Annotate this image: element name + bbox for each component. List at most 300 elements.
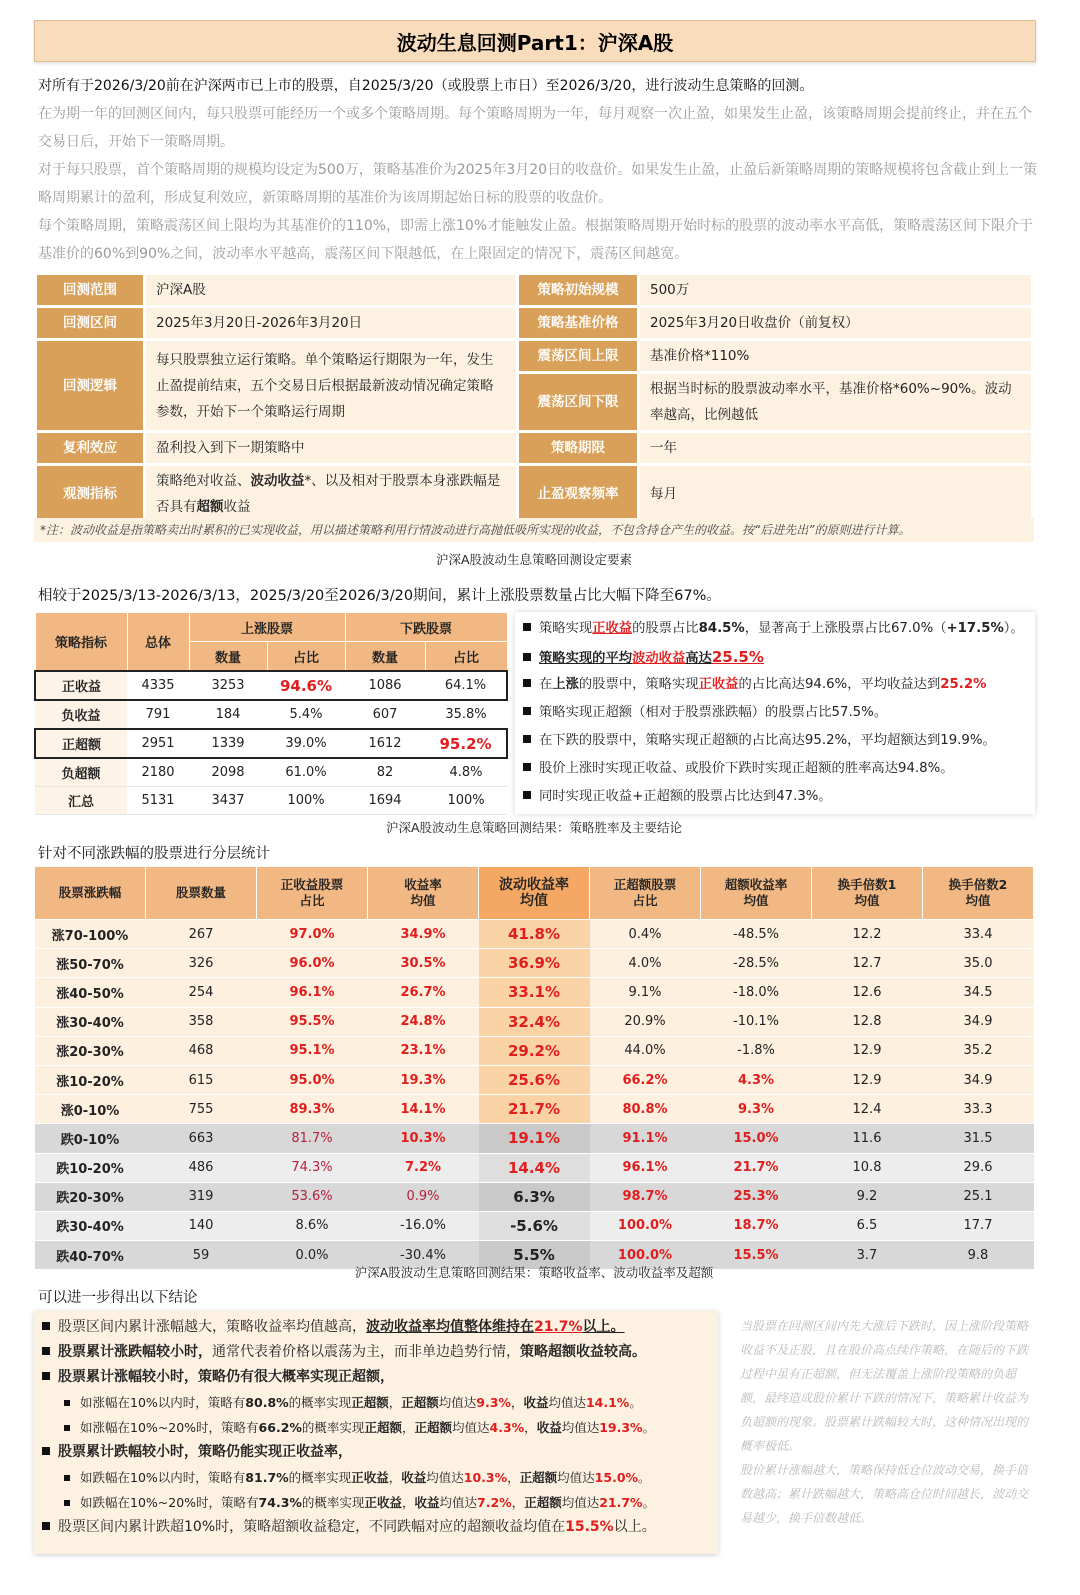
cell: 5.5% [479, 1241, 590, 1270]
cell: 8.6% [257, 1211, 368, 1240]
intro-section [38, 72, 1038, 268]
cell: 11.6 [812, 1124, 923, 1153]
cell: 755 [146, 1095, 257, 1124]
text: 如涨幅在10%以内时，策略有 [80, 1395, 246, 1410]
intro-paragraph-4: 每个策略周期，策略震荡区间上限均为其基准价的110%，即需上涨10%才能触发止盈。根据策略周期开始时标的股票的波动率水平高低，策略震荡区间下限介于基准价的60%到90%之间，波动率水平越高，震荡区间下限越低，在上限固定的情况下，震荡区间越宽。 [38, 218, 1034, 262]
table-row [35, 1007, 1034, 1036]
settings-label-indicator: 观测指标 [37, 466, 143, 522]
bullet-icon [523, 653, 531, 661]
win-header-down-ratio: 占比 [425, 642, 507, 672]
list-item [42, 1415, 710, 1440]
text: 收益 [536, 1420, 562, 1435]
row-label: 正超额 [35, 729, 127, 758]
text: ， [507, 1470, 520, 1485]
settings-value-period: 2025年3月20日-2026年3月20日 [146, 308, 516, 338]
text: 84.5% [698, 621, 745, 636]
text: 在下跌的股票中，策略实现正超额的占比高达95.2%，平均超额达到19.9%。 [539, 733, 996, 748]
win-header-up-ratio: 占比 [267, 642, 345, 672]
cell: 36.9% [479, 949, 590, 978]
cell: 66.2% [590, 1065, 701, 1094]
list-item [42, 1390, 710, 1415]
table-row [35, 758, 507, 787]
text: ， [388, 1395, 402, 1410]
cell: 10.3% [368, 1124, 479, 1153]
win-header-down-count: 数量 [345, 642, 425, 672]
text: 均值达 [439, 1495, 477, 1510]
cell: 6.5 [812, 1211, 923, 1240]
cell: 5131 [127, 787, 189, 815]
text: 正超额 [524, 1495, 562, 1510]
cell: 1612 [345, 729, 425, 758]
text: ，显著高于上涨股票占比67.0%（ [744, 621, 947, 636]
cell: 9.3% [701, 1095, 812, 1124]
table-row [35, 949, 1034, 978]
table-row [35, 700, 507, 729]
settings-footnote: *注：波动收益是指策略卖出时累积的已实现收益，用以描述策略利用行情波动进行高抛低吸所实现的收益，不包含持仓产生的收益。按“后进先出”的原则进行计算。 [34, 518, 1034, 542]
cell: 0.9% [368, 1182, 479, 1211]
settings-label-upper: 震荡区间上限 [519, 341, 637, 371]
cell: 100.0% [590, 1211, 701, 1240]
text: 94.6% [804, 677, 848, 692]
cell: 791 [127, 700, 189, 729]
cell: 32.4% [479, 1007, 590, 1036]
cell: 20.9% [590, 1007, 701, 1036]
bullet-icon [523, 679, 531, 687]
text: 占比 [632, 893, 658, 908]
settings-value-base: 2025年3月20日收盘价（前复权） [640, 308, 1031, 338]
cell: 3253 [189, 671, 267, 700]
text: 正超额 [519, 1470, 558, 1485]
list-item [523, 755, 1027, 783]
table-row [35, 1124, 1034, 1153]
cell: 64.1% [425, 671, 507, 700]
settings-value-initscale: 500万 [640, 275, 1031, 305]
cell: 31.5 [923, 1124, 1034, 1153]
bullet-icon [64, 1400, 70, 1406]
layer-table [34, 866, 1034, 1270]
row-label: 涨10-20% [35, 1065, 146, 1094]
text: 的概率实现 [288, 1470, 352, 1485]
win-rate-table [34, 612, 508, 815]
settings-label-freq: 止盈观察频率 [519, 466, 637, 522]
bullet-icon [64, 1475, 70, 1481]
cell: 184 [189, 700, 267, 729]
cell: 12.8 [812, 1007, 923, 1036]
bullet-icon [42, 1347, 50, 1355]
cell: 80.8% [590, 1095, 701, 1124]
text: 如跌幅在10%以内时，策略有 [80, 1470, 246, 1485]
list-item [42, 1315, 710, 1340]
text: ）。 [1003, 621, 1024, 636]
cell: 29.6 [923, 1153, 1034, 1182]
row-label: 涨70-100% [35, 920, 146, 949]
text: 策略实现的平均 [539, 651, 633, 666]
cell: 61.0% [267, 758, 345, 787]
cell: 15.5% [701, 1241, 812, 1270]
text: 收益 [523, 1395, 549, 1410]
cell: 4.0% [590, 949, 701, 978]
text: 换手倍数1 [837, 877, 897, 892]
cell: 25.6% [479, 1065, 590, 1094]
indicator-text-3: *、以及相对于股票本身涨跌幅是否具有 [156, 473, 501, 515]
settings-label-compound: 复利效应 [37, 433, 143, 463]
cell: 14.1% [368, 1095, 479, 1124]
cell: 34.5 [923, 978, 1034, 1007]
settings-label-initscale: 策略初始规模 [519, 275, 637, 305]
layer-header-3 [257, 867, 368, 920]
cell-highlight: 94.6% [267, 671, 345, 700]
intro-paragraph-2: 在为期一年的回测区间内，每只股票可能经历一个或多个策略周期。每个策略周期为一年，每月观察一次止盈，如果发生止盈，该策略周期会提前终止，并在五个交易日后，开始下一策略周期。 [38, 106, 1032, 150]
settings-value-logic: 每只股票独立运行策略。单个策略运行期限为一年，发生止盈提前结束，五个交易日后根据最新波动情况确定策略参数，开始下一个策略运行周期 [146, 341, 516, 430]
cell: 82 [345, 758, 425, 787]
text: 均值达 [561, 1495, 600, 1510]
cell-highlight: 95.2% [425, 729, 507, 758]
text: 收益 [401, 1470, 427, 1485]
table-row [35, 1182, 1034, 1211]
text: ， [401, 1420, 415, 1435]
text: 。 [638, 1470, 651, 1485]
text: 均值 [854, 893, 880, 908]
text: 波动收益率 [499, 877, 569, 893]
text: 。 [629, 1395, 642, 1410]
cell: 0.4% [590, 920, 701, 949]
intro-paragraph-3: 对于每只股票，首个策略周期的规模均设定为500万，策略基准价为2025年3月20日的收盘价。如果发生止盈，止盈后新策略周期的策略规模将包含截止到上一策略周期累计的盈利，形成复利效应，新策略周期的基准价为该周期起始日标的股票的收盘价。 [38, 162, 1038, 206]
text: 。 [642, 1420, 656, 1435]
table-row [35, 1036, 1034, 1065]
cell: 319 [146, 1182, 257, 1211]
settings-label-range: 回测范围 [37, 275, 143, 305]
bullet-icon [523, 707, 531, 715]
row-label: 涨0-10% [35, 1095, 146, 1124]
settings-value-lower: 根据当时标的股票波动率水平，基准价格*60%~90%。波动率越高，比例越低 [640, 374, 1031, 430]
settings-label-logic: 回测逻辑 [37, 341, 143, 430]
table-row [35, 671, 507, 700]
text: ， [401, 1495, 415, 1510]
cell: 89.3% [257, 1095, 368, 1124]
win-caption: 沪深A股波动生息策略回测结果：策略胜率及主要结论 [385, 820, 683, 835]
cell: 30.5% [368, 949, 479, 978]
cell: 18.7% [701, 1211, 812, 1240]
row-label: 汇总 [35, 787, 127, 815]
text: 均值 [520, 893, 548, 909]
settings-value-freq: 每月 [640, 466, 1031, 522]
text: 正超额 [414, 1420, 452, 1435]
settings-label-base: 策略基准价格 [519, 308, 637, 338]
text: 9.3% [476, 1395, 511, 1410]
text: 均值 [965, 893, 991, 908]
cell: 25.1 [923, 1182, 1034, 1211]
text: 均值达 [557, 1470, 595, 1485]
text: 正收益 [364, 1495, 402, 1510]
cell: 10.8 [812, 1153, 923, 1182]
cell: 2098 [189, 758, 267, 787]
cell: 100% [267, 787, 345, 815]
indicator-text-4: 超额 [196, 499, 224, 515]
list-item [42, 1465, 710, 1490]
cell: 33.4 [923, 920, 1034, 949]
text: 7.2% [477, 1495, 512, 1510]
cell: 96.1% [257, 978, 368, 1007]
bullet-icon [523, 791, 531, 799]
bullet-icon [64, 1425, 70, 1431]
cell: 21.7% [479, 1095, 590, 1124]
text: 。 [642, 1495, 656, 1510]
cell: 12.7 [812, 949, 923, 978]
bullet-icon [64, 1500, 70, 1506]
text: 在 [539, 677, 553, 692]
cell: 12.9 [812, 1036, 923, 1065]
list-item [42, 1515, 710, 1540]
cell: 19.1% [479, 1124, 590, 1153]
text: ， [524, 1420, 537, 1435]
text: 正超额 [401, 1395, 439, 1410]
cell: 34.9 [923, 1007, 1034, 1036]
cell: 7.2% [368, 1153, 479, 1182]
text: 通常代表着价格以震荡为主，而非单边趋势行情， [212, 1344, 520, 1360]
text: 同时实现正收益+正超额的股票占比达到47.3%。 [539, 789, 832, 804]
indicator-text-1: 策略绝对收益、 [156, 473, 251, 489]
cell: -10.1% [701, 1007, 812, 1036]
text: 19.3% [599, 1420, 643, 1435]
row-label: 负超额 [35, 758, 127, 787]
cell: 9.2 [812, 1182, 923, 1211]
text: 21.7% [599, 1495, 643, 1510]
cell: 14.4% [479, 1153, 590, 1182]
layer-header-8 [812, 867, 923, 920]
text: 以上。 [613, 1519, 656, 1535]
cell: 3437 [189, 787, 267, 815]
text: 14.1% [585, 1395, 630, 1410]
win-header-down: 下跌股票 [345, 613, 507, 642]
table-row [35, 1153, 1034, 1182]
cell: 59 [146, 1241, 257, 1270]
text: 正超额股票 [613, 877, 677, 892]
cell: 267 [146, 920, 257, 949]
row-label: 涨30-40% [35, 1007, 146, 1036]
settings-table [34, 272, 1034, 525]
cell: 19.3% [368, 1065, 479, 1094]
text: 正超额 [364, 1420, 402, 1435]
text: 正收益 [592, 621, 633, 636]
cell: 140 [146, 1211, 257, 1240]
table-row [35, 1095, 1034, 1124]
layer-heading: 针对不同涨跌幅的股票进行分层统计 [38, 846, 270, 862]
side-note-paragraph-2: 股价累计涨幅越大，策略保持低仓位波动交易，换手倍数越高；累计跌幅越大，策略高仓位时间越长，波动交易越少，换手倍数越低。 [740, 1463, 1029, 1525]
settings-caption: 沪深A股波动生息策略回测设定要素 [435, 552, 633, 567]
cell: 44.0% [590, 1036, 701, 1065]
text: 股票区间内累计涨幅越大，策略收益率均值越高， [58, 1319, 366, 1335]
settings-value-compound: 盈利投入到下一期策略中 [146, 433, 516, 463]
cell: 33.3 [923, 1095, 1034, 1124]
cell: 0.0% [257, 1241, 368, 1270]
cell: 2951 [127, 729, 189, 758]
text: 股价上涨时实现正收益、或股价下跌时实现正超额的胜率高达94.8%。 [539, 761, 954, 776]
cell: -30.4% [368, 1241, 479, 1270]
row-label: 跌20-30% [35, 1182, 146, 1211]
cell: 100% [425, 787, 507, 815]
cell: 486 [146, 1153, 257, 1182]
cell: 1339 [189, 729, 267, 758]
text: 收益率 [404, 877, 442, 892]
cell: 9.1% [590, 978, 701, 1007]
cell: 97.0% [257, 920, 368, 949]
indicator-text-5: 收益 [223, 499, 251, 515]
list-item [42, 1440, 710, 1465]
list-item [42, 1365, 710, 1390]
cell: 21.7% [701, 1153, 812, 1182]
text: 正收益 [698, 677, 739, 692]
row-label: 正收益 [35, 671, 127, 700]
text: 均值 [743, 893, 769, 908]
list-item [523, 615, 1027, 643]
cell: 95.5% [257, 1007, 368, 1036]
text: 股票累计涨跌幅较小时， [58, 1344, 212, 1360]
text: 股票区间内累计跌超10%时，策略超额收益稳定，不同跌幅对应的超额收益均值在 [58, 1519, 566, 1535]
text: 换手倍数2 [948, 877, 1008, 892]
cell: 74.3% [257, 1153, 368, 1182]
row-label: 跌0-10% [35, 1124, 146, 1153]
text: 以上。 [582, 1319, 625, 1335]
cell: 12.4 [812, 1095, 923, 1124]
settings-label-term: 策略期限 [519, 433, 637, 463]
text: 如涨幅在10%~20%时，策略有 [80, 1420, 259, 1435]
text: 均值 [410, 893, 436, 908]
text: 收益 [414, 1495, 440, 1510]
settings-value-indicator [146, 466, 516, 522]
cell: 34.9% [368, 920, 479, 949]
table-row [35, 787, 507, 815]
text: 21.7% [534, 1319, 583, 1335]
bullet-icon [523, 763, 531, 771]
layer-header-4 [368, 867, 479, 920]
text: 的股票占比 [632, 621, 699, 636]
cell: 95.1% [257, 1036, 368, 1065]
text: 的概率实现 [301, 1420, 365, 1435]
win-header-up: 上涨股票 [189, 613, 345, 642]
cell: 33.1% [479, 978, 590, 1007]
text: 股票累计跌幅较小时，策略仍能实现正收益率， [58, 1444, 352, 1460]
cell: 3.7 [812, 1241, 923, 1270]
cell: 468 [146, 1036, 257, 1065]
text: 4.3% [489, 1420, 525, 1435]
indicator-text-2: 波动收益 [250, 473, 305, 489]
layer-header-9 [923, 867, 1034, 920]
cell: 34.9 [923, 1065, 1034, 1094]
bullet-icon [523, 735, 531, 743]
row-label: 涨40-50% [35, 978, 146, 1007]
cell: 95.0% [257, 1065, 368, 1094]
cell: 12.9 [812, 1065, 923, 1094]
row-label: 涨20-30% [35, 1036, 146, 1065]
text: 策略实现正超额（相对于股票涨跌幅）的股票占比57.5%。 [539, 705, 888, 720]
cell: 15.0% [701, 1124, 812, 1153]
win-header-up-count: 数量 [189, 642, 267, 672]
list-item [523, 699, 1027, 727]
text: 股票累计涨幅较小时，策略仍有很大概率实现正超额， [58, 1369, 394, 1385]
cell: 1086 [345, 671, 425, 700]
cell: -18.0% [701, 978, 812, 1007]
cell: 25.3% [701, 1182, 812, 1211]
win-header-indicator: 策略指标 [35, 613, 127, 672]
cell: 12.2 [812, 920, 923, 949]
text: 高达 [685, 651, 712, 666]
cell: 5.4% [267, 700, 345, 729]
table-row [35, 978, 1034, 1007]
cell: 100.0% [590, 1241, 701, 1270]
bullet-icon [42, 1372, 50, 1380]
intro-paragraph-1: 对所有于2026/3/20前在沪深两市已上市的股票，自2025/3/20（或股票上市日）至2026/3/20，进行波动生息策略的回测。 [38, 78, 814, 94]
text: 的概率实现 [288, 1395, 352, 1410]
text: ，平均收益达到 [847, 677, 941, 692]
cell: 98.7% [590, 1182, 701, 1211]
list-item [523, 671, 1027, 699]
bullet-icon [42, 1447, 50, 1455]
cell: 12.6 [812, 978, 923, 1007]
table-row [35, 729, 507, 758]
text: 波动收益率均值整体维持在 [366, 1319, 534, 1335]
row-label: 跌10-20% [35, 1153, 146, 1182]
bullet-icon [42, 1522, 50, 1530]
settings-value-range: 沪深A股 [146, 275, 516, 305]
cell: 96.0% [257, 949, 368, 978]
cell: 4.8% [425, 758, 507, 787]
cell: 17.7 [923, 1211, 1034, 1240]
side-note-paragraph-1: 当股票在回测区间内先大涨后下跌时，因上涨阶段策略收益不及正股，且在股价高点续作策略，在随后的下跌过程中虽有正超额，但无法覆盖上涨阶段策略的负超额，最终造成股价累计下跌的情况下，策略累计收益为负超额的现象。股票累计跌幅较大时，这种情况出现的概率极低。 [740, 1319, 1029, 1453]
cell: 39.0% [267, 729, 345, 758]
cell: 23.1% [368, 1036, 479, 1065]
key-conclusions-box [515, 612, 1035, 814]
text: 66.2% [258, 1420, 302, 1435]
cell: 615 [146, 1065, 257, 1094]
text: 均值达 [561, 1420, 600, 1435]
cell: 35.0 [923, 949, 1034, 978]
text: 的占比高达 [738, 677, 805, 692]
compare-heading: 相较于2025/3/13-2026/3/13，2025/3/20至2026/3/20期间，累计上涨股票数量占比大幅下降至67%。 [38, 588, 721, 604]
row-label: 负收益 [35, 700, 127, 729]
cell: 358 [146, 1007, 257, 1036]
table-row [35, 920, 1034, 949]
table-row [35, 1211, 1034, 1240]
cell: -48.5% [701, 920, 812, 949]
text: 策略实现 [539, 621, 593, 636]
text: 的概率实现 [301, 1495, 365, 1510]
text: 正收益 [351, 1470, 389, 1485]
cell: 53.6% [257, 1182, 368, 1211]
cell: -1.8% [701, 1036, 812, 1065]
text: 正收益股票 [280, 877, 344, 892]
final-heading: 可以进一步得出以下结论 [38, 1290, 198, 1306]
text: 15.5% [565, 1519, 614, 1535]
layer-header-5 [479, 867, 590, 920]
text: ， [510, 1395, 524, 1410]
text: +17.5% [946, 621, 1004, 636]
page-title: 波动生息回测Part1：沪深A股 [34, 20, 1036, 62]
settings-label-lower: 震荡区间下限 [519, 374, 637, 430]
cell: 26.7% [368, 978, 479, 1007]
cell: 6.3% [479, 1182, 590, 1211]
text: 15.0% [594, 1470, 639, 1485]
text: 均值达 [548, 1395, 586, 1410]
text: 81.7% [245, 1470, 289, 1485]
cell: 663 [146, 1124, 257, 1153]
text: 的股票中，策略实现 [578, 677, 699, 692]
cell: 81.7% [257, 1124, 368, 1153]
list-item [42, 1340, 710, 1365]
cell: 2180 [127, 758, 189, 787]
cell: 29.2% [479, 1036, 590, 1065]
cell: 91.1% [590, 1124, 701, 1153]
text: ， [511, 1495, 525, 1510]
